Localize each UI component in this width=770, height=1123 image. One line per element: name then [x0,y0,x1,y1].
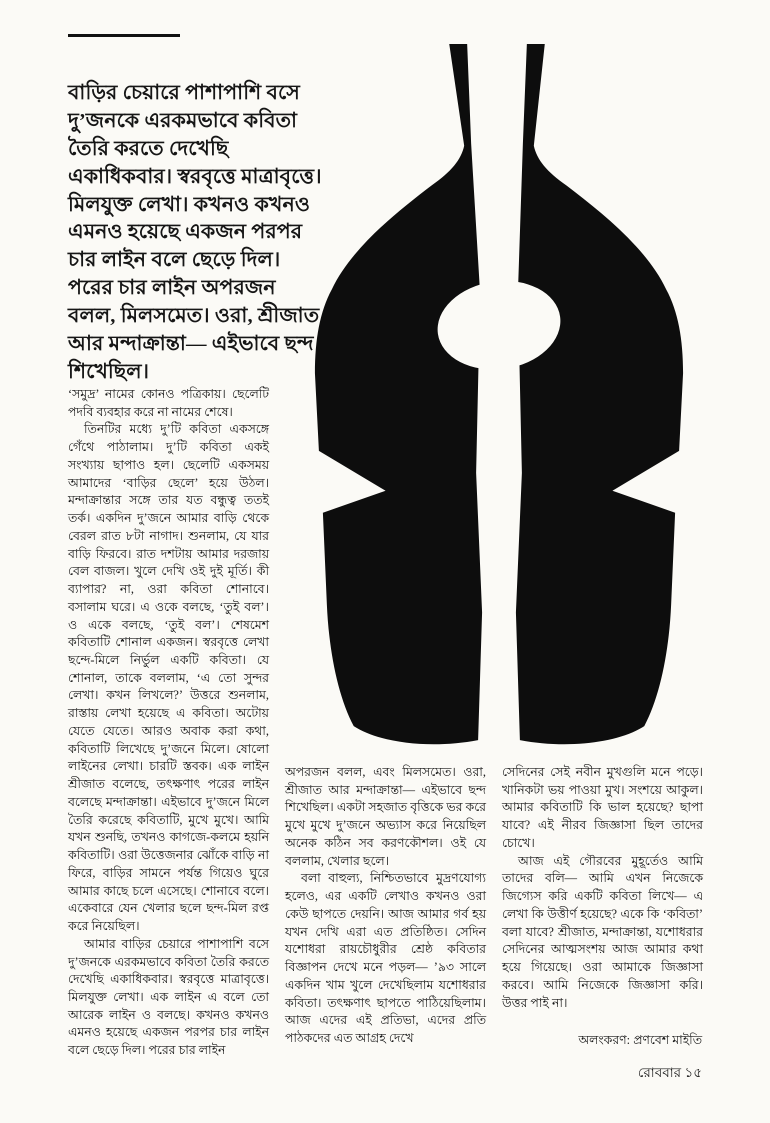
page-folio: রোববার ১৫ [637,1065,702,1080]
body-column-3 [502,764,703,1036]
paragraph: ‘সমুদ্র’ নামের কোনও পত্রিকায়। ছেলেটি পদবি ব্যবহার করে না নামের শেষে। [68,387,269,419]
lead-paragraph: বাড়ির চেয়ারে পাশাপাশি বসে দু’জনকে এরকমভাবে কবিতা তৈরি করতে দেখেছি একাধিকবার। স্বরবৃত্তে মাত্রাবৃত্তে। মিলযুক্ত লেখা। কখনও কখনও এমনও হয়েছে একজন পরপর চার লাইন বলে ছেড়ে দিল। পরের চার লাইন অপরজন বলল, মিলসমেত। ওরা, শ্রীজাত আর মন্দাক্রান্তা— এইভাবে ছন্দ শিখেছিল। [68,82,322,383]
body-column-1 [68,386,269,1058]
abstract-split-figure-icon [300,44,698,772]
paragraph: তিনটির মধ্যে দু’টি কবিতা একসঙ্গে গেঁথে পাঠালাম। দু’টি কবিতা একই সংখ্যায় ছাপাও হল। ছেলেটি একসময় আমাদের ‘বাড়ির ছেলে’ হয়ে উঠল। মন্দাক্রান্তার সঙ্গে তার যত বন্ধুত্ব ততই তর্ক। একদিন দু’জনে আমার বাড়ি থেকে বেরল রাত ৮টা নাগাদ। শুনলাম, যে যার বাড়ি ফিরবে। রাত দশটায় আমার দরজায় বেল বাজল। খুলে দেখি ওই দুই মূর্তি। কী ব্যাপার? না, ওরা কবিতা শোনাবে। বসালাম ঘরে। এ ওকে বলছে, ‘তুই বল’। ও একে বলছে, ‘তুই বল’। শেষমেশ কবিতাটি শোনাল একজন। স্বরবৃত্তে লেখা ছন্দে-মিলে নির্ভুল একটি কবিতা। যে শোনাল, তাকে বললাম, ‘এ তো সুন্দর লেখা। কখন লিখলে?’ উত্তরে শুনলাম, রাস্তায় লেখা হয়েছে এ কবিতা। অটোয় যেতে যেতে। আরও অবাক করা কথা, কবিতাটি লিখেছে দু’জনে মিলে। ষোলো লাইনের লেখা। চারটি স্তবক। এক লাইন শ্রীজাত বলেছে, তৎক্ষণাৎ পরের লাইন বলেছে মন্দাক্রান্তা। এইভাবে দু’জনে মিলে তৈরি করেছে কবিতাটি, মুখে মুখে। আমি যখন শুনছি, তখনও কাগজে-কলমে হয়নি কবিতাটি। ওরা উত্তেজনার ঝোঁকে বাড়ি না ফিরে, বাড়ির সামনে পর্যন্ত গিয়েও ঘুরে আমার কাছে চলে এসেছে। শোনাবে বলে। একেবারে যেন খেলার ছলে ছন্দ-মিল রপ্ত করে নিয়েছিল। [68,422,269,934]
ink-illustration [300,44,698,772]
illustration-credit: অলংকরণ: প্রণবেশ মাইতি [578,1033,702,1047]
paragraph: সেদিনের সেই নবীন মুখগুলি মনে পড়ে। খানিকটা ভয় পাওয়া মুখ। সংশয়ে আকুল। আমার কবিতাটি কি ভাল হয়েছে? ছাপা যাবে? এই নীরব জিজ্ঞাসা ছিল তাদের চোখে। [502,765,703,850]
paragraph: আমার বাড়ির চেয়ারে পাশাপাশি বসে দু’জনকে এরকমভাবে কবিতা তৈরি করতে দেখেছি একাধিকবার। স্বরবৃত্তে মাত্রাবৃত্তে। মিলযুক্ত লেখা। এক লাইন এ বলে তো আরেক লাইন ও বলছে। কখনও কখনও এমনও হয়েছে একজন পরপর চার লাইন বলে ছেড়ে দিল। পরের চার লাইন [68,936,269,1058]
paragraph: বলা বাহুল্য, নিশ্চিতভাবে মুদ্রণযোগ্য হলেও, এর একটি লেখাও কখনও ওরা কেউ ছাপতে দেয়নি। আজ আমার গর্ব হয় যখন দেখি এরা এত প্রতিষ্ঠিত। সেদিন যশোধরা রায়চৌধুরীর শ্রেষ্ঠ কবিতার বিজ্ঞাপন দেখে মনে পড়ল— ’৯৩ সালে একদিন খাম খুলে দেখেছিলাম যশোধরার কবিতা। তৎক্ষণাৎ ছাপতে পাঠিয়েছিলাম। আজ এদের এই প্রতিভা, এদের প্রতি পাঠকদের এত আগ্রহ দেখে [285,871,486,1046]
body-column-2 [285,764,486,1046]
top-rule [68,34,180,37]
paragraph: অপরজন বলল, এবং মিলসমেত। ওরা, শ্রীজাত আর মন্দাক্রান্তা— এইভাবে ছন্দ শিখেছিল। একটা সহজাত বৃত্তিকে ভর করে মুখে মুখে দু’জনে অভ্যাস করে নিয়েছিল অনেক কঠিন সব করণকৌশল। ওই যে বললাম, খেলার ছলে। [285,765,486,868]
paragraph: আজ এই গৌরবের মুহূর্তেও আমি তাদের বলি— আমি এখন নিজেকে জিগ্যেস করি একটি কবিতা লিখে— এ লেখা কি উত্তীর্ণ হয়েছে? একে কি ‘কবিতা’ বলা যাবে? শ্রীজাত, মন্দাক্রান্তা, যশোধরার সেদিনের আত্মসংশয় আজ আমার কথা হয়ে গিয়েছে। ওরা আমাকে জিজ্ঞাসা করবে। আমি নিজেকে জিজ্ঞাসা করি। উত্তর পাই না। [502,853,703,1010]
